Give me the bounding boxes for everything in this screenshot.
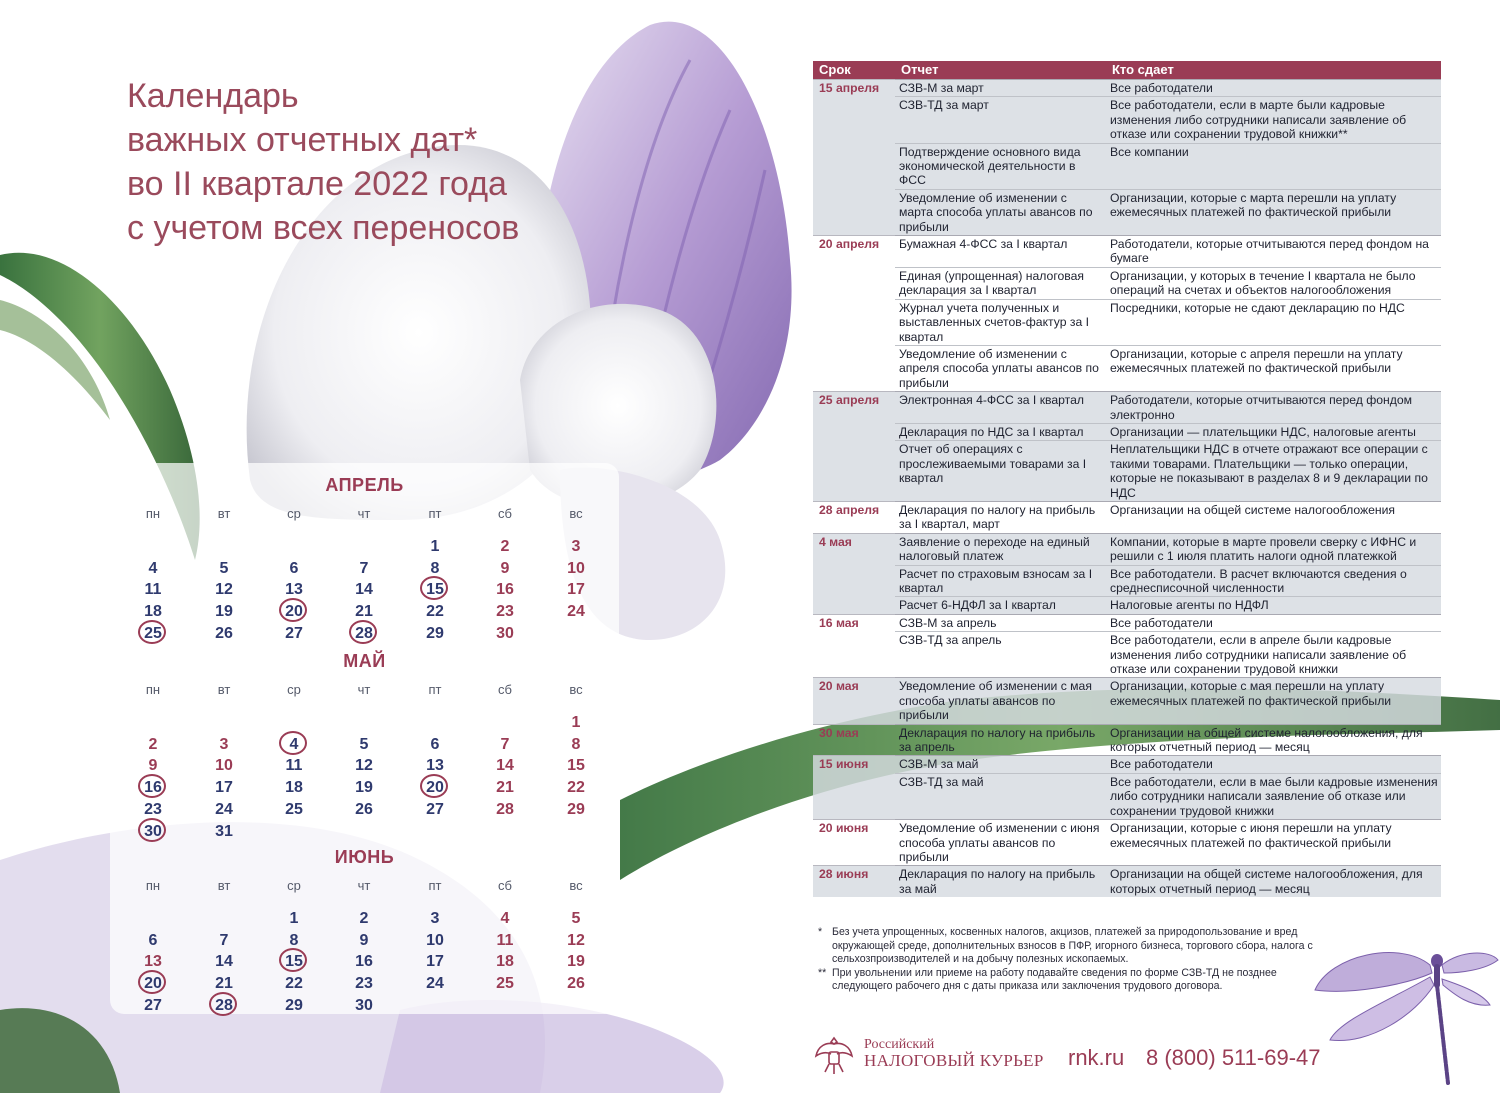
report-name: Декларация по налогу на прибыль за май	[895, 866, 1106, 897]
footnote-mark: **	[818, 966, 827, 979]
report-name: СЗВ-М за апрель	[895, 614, 1106, 631]
calendar-day: 13	[426, 757, 444, 775]
phone-number[interactable]: 8 (800) 511-69-47	[1146, 1045, 1321, 1070]
who-submits: Организации, которые с марта перешли на уплату ежемесячных платежей по фактической прибыли	[1106, 189, 1441, 235]
calendar-day: 12	[567, 931, 585, 949]
deadline-date: 20 мая	[813, 678, 895, 724]
calendar-day: 3	[430, 910, 440, 927]
who-submits: Организации на общей системе налогообложения, для которых отчетный период — месяц	[1106, 724, 1441, 756]
deadline-date: 15 апреля	[813, 80, 895, 236]
calendar-day: 5	[219, 559, 229, 577]
table-row	[813, 678, 1441, 724]
report-name: Заявление о переходе на единый налоговый платеж	[895, 533, 1106, 565]
calendar-day: 30	[136, 822, 170, 842]
table-row	[813, 533, 1441, 565]
who-submits: Организации, которые с мая перешли на уплату ежемесячных платежей по фактической прибыли	[1106, 678, 1441, 724]
table-row	[813, 143, 1441, 189]
footnote-text: При увольнении или приеме на работу подавайте сведения по форме СЗВ-ТД не позднее следующего рабочего дня с даты приказа или заключения трудового договора.	[832, 966, 1277, 992]
calendar-day: 10	[567, 559, 585, 577]
calendar-day: 27	[285, 624, 303, 642]
calendar-day: 27	[426, 800, 444, 818]
weekday-label: ср	[287, 506, 301, 521]
weekday-label: пн	[145, 506, 161, 521]
calendar-day: 12	[355, 757, 373, 775]
calendar-day: 10	[215, 757, 233, 775]
calendar-day: 16	[136, 778, 170, 798]
calendar-day: 26	[215, 624, 233, 642]
who-submits: Все работодатели	[1106, 614, 1441, 631]
calendar-day: 19	[215, 603, 233, 621]
who-submits: Компании, которые в марте провели сверку с ИФНС и решили с 1 июля платить налоги одной платежкой	[1106, 533, 1441, 565]
calendar-day: 2	[359, 910, 369, 927]
calendar-day: 24	[215, 800, 233, 818]
calendar-day: 8	[430, 559, 440, 577]
title-line-2: важных отчетных дат*	[127, 121, 478, 159]
calendar-day: 2	[500, 538, 510, 555]
who-submits: Все работодатели	[1106, 80, 1441, 97]
calendar-day: 1	[289, 910, 299, 927]
calendar-day: 29	[426, 624, 444, 642]
weekday-label: пт	[428, 506, 442, 521]
calendar-day: 8	[289, 931, 299, 949]
logo-text-main: НАЛОГОВЫЙ КУРЬЕР	[864, 1051, 1044, 1070]
table-row	[813, 773, 1441, 819]
report-name: Расчет 6-НДФЛ за I квартал	[895, 597, 1106, 614]
weekday-label: вт	[217, 682, 231, 697]
calendar-day: 18	[496, 953, 514, 971]
calendar-day: 11	[144, 581, 162, 599]
who-submits: Организации, которые с июня перешли на уплату ежемесячных платежей по фактической прибыли	[1106, 820, 1441, 866]
calendar-day: 19	[567, 953, 585, 971]
calendar-day: 18	[285, 779, 303, 797]
who-submits: Посредники, которые не сдают декларацию по НДС	[1106, 299, 1441, 345]
table-row	[813, 565, 1441, 597]
month-title: АПРЕЛЬ	[325, 475, 404, 495]
table-row	[813, 632, 1441, 678]
table-row	[813, 267, 1441, 299]
footnote-2	[818, 967, 1338, 994]
weekday-label: пн	[145, 878, 161, 893]
weekday-label: вт	[217, 506, 231, 521]
calendar-day: 1	[430, 538, 440, 555]
calendar-day: 11	[496, 931, 514, 949]
table-header-row	[813, 61, 1441, 80]
report-name: Декларация по налогу на прибыль за апрель	[895, 724, 1106, 756]
weekday-label: вс	[569, 506, 583, 521]
calendar-day: 23	[355, 975, 373, 993]
calendar-day: 25	[136, 624, 170, 644]
calendar-day: 29	[285, 996, 303, 1014]
calendar-day: 15	[418, 580, 452, 600]
calendar-day: 7	[359, 559, 369, 577]
month-title: ИЮНЬ	[334, 847, 395, 867]
report-name: Подтверждение основного вида экономической деятельности в ФСС	[895, 143, 1106, 189]
who-submits: Все работодатели, если в мае были кадровые изменения либо сотрудники написали заявление об отказе или сохранении трудовой книжки	[1106, 773, 1441, 819]
calendar-day: 18	[144, 603, 162, 621]
calendar-day: 22	[285, 975, 303, 993]
calendar-day: 19	[355, 779, 373, 797]
deadline-date: 25 апреля	[813, 392, 895, 502]
calendar-day: 30	[496, 624, 514, 642]
table-row	[813, 866, 1441, 897]
weekday-label: чт	[357, 506, 371, 521]
report-name: СЗВ-ТД за март	[895, 97, 1106, 143]
calendar-day: 25	[496, 975, 514, 993]
report-name: Декларация по НДС за I квартал	[895, 423, 1106, 440]
calendar-day: 21	[215, 975, 233, 993]
dragonfly-icon	[1310, 945, 1500, 1085]
calendar-day: 10	[426, 931, 444, 949]
report-name: Единая (упрощенная) налоговая декларация за I квартал	[895, 267, 1106, 299]
calendar-day: 14	[215, 953, 233, 971]
report-name: СЗВ-ТД за апрель	[895, 632, 1106, 678]
weekday-label: вс	[569, 878, 583, 893]
calendar-day: 29	[567, 800, 585, 818]
table-row	[813, 80, 1441, 97]
deadline-date: 28 апреля	[813, 501, 895, 533]
weekday-label: пт	[428, 878, 442, 893]
table-row	[813, 299, 1441, 345]
deadline-date: 20 июня	[813, 820, 895, 866]
table-row	[813, 614, 1441, 631]
calendar-day: 4	[148, 559, 158, 577]
weekday-label: чт	[357, 878, 371, 893]
calendar-day: 3	[219, 735, 229, 753]
deadline-date: 4 мая	[813, 533, 895, 614]
calendar-day: 13	[285, 581, 303, 599]
title-line-3: во II квартале 2022 года	[127, 165, 507, 203]
report-name: СЗВ-ТД за май	[895, 773, 1106, 819]
report-name: Отчет об операциях с прослеживаемыми товарами за I квартал	[895, 441, 1106, 502]
calendar-day: 5	[359, 735, 369, 753]
weekday-label: пт	[428, 682, 442, 697]
calendar-day: 8	[571, 735, 581, 753]
who-submits: Организации, у которых в течение I квартала не было операций на счетах и объектов налогообложения	[1106, 267, 1441, 299]
calendar-day: 6	[148, 931, 158, 949]
who-submits: Организации на общей системе налогообложения, для которых отчетный период — месяц	[1106, 866, 1441, 897]
table-row	[813, 441, 1441, 502]
page-title	[127, 74, 687, 250]
calendar-day: 24	[426, 975, 444, 993]
who-submits: Все работодатели	[1106, 756, 1441, 773]
table-row	[813, 501, 1441, 533]
table-row	[813, 756, 1441, 773]
table-body	[813, 80, 1441, 898]
calendar-day: 15	[277, 952, 311, 972]
who-submits: Все компании	[1106, 143, 1441, 189]
calendar-day: 13	[144, 953, 162, 971]
calendar-day: 23	[496, 603, 514, 621]
table-row	[813, 724, 1441, 756]
calendar-day: 21	[355, 603, 373, 621]
table-row	[813, 97, 1441, 143]
weekday-label: ср	[287, 878, 301, 893]
report-name: СЗВ-М за май	[895, 756, 1106, 773]
who-submits: Работодатели, которые отчитываются перед фондом на бумаге	[1106, 236, 1441, 268]
calendar-day: 16	[355, 953, 373, 971]
calendar-day: 26	[567, 975, 585, 993]
report-name: СЗВ-М за март	[895, 80, 1106, 97]
calendar-day: 20	[277, 602, 311, 622]
calendar-day: 15	[567, 757, 585, 775]
calendar-day: 2	[148, 735, 158, 753]
calendar-day: 7	[219, 931, 229, 949]
deadline-date: 28 июня	[813, 866, 895, 897]
calendar-day: 5	[571, 910, 581, 927]
deadline-date: 15 июня	[813, 756, 895, 820]
weekday-label: пн	[145, 682, 161, 697]
calendar-day: 17	[426, 953, 444, 971]
deadline-date: 20 апреля	[813, 236, 895, 392]
deadlines-table	[813, 61, 1441, 897]
weekday-label: вт	[217, 878, 231, 893]
report-name: Уведомление об изменении с марта способа уплаты авансов по прибыли	[895, 189, 1106, 235]
report-name: Бумажная 4-ФСС за I квартал	[895, 236, 1106, 268]
weekday-label: чт	[357, 682, 371, 697]
report-name: Расчет по страховым взносам за I квартал	[895, 565, 1106, 597]
calendar-day: 26	[355, 800, 373, 818]
calendar-day: 22	[567, 779, 585, 797]
calendar-day: 30	[355, 996, 373, 1014]
table-row	[813, 236, 1441, 268]
calendar-day: 14	[496, 757, 514, 775]
who-submits: Все работодатели, если в апреле были кадровые изменения либо сотрудники написали заявление об отказе или сохранении трудовой книжки	[1106, 632, 1441, 678]
weekday-label: сб	[498, 682, 512, 697]
report-name: Уведомление об изменении с апреля способа уплаты авансов по прибыли	[895, 345, 1106, 391]
who-submits: Организации на общей системе налогообложения	[1106, 501, 1441, 533]
logo-text-top: Российский	[864, 1037, 935, 1052]
table-row	[813, 392, 1441, 424]
title-line-1: Календарь	[127, 77, 299, 115]
header-report: Отчет	[895, 61, 1106, 80]
calendar-day: 1	[571, 714, 581, 731]
calendar-day: 14	[355, 581, 373, 599]
deadline-date: 16 мая	[813, 614, 895, 678]
calendar-day: 28	[207, 996, 241, 1016]
report-name: Декларация по налогу на прибыль за I квартал, март	[895, 501, 1106, 533]
calendar-day: 31	[215, 822, 233, 840]
report-name: Электронная 4-ФСС за I квартал	[895, 392, 1106, 424]
calendar-day: 3	[571, 538, 581, 555]
website-link[interactable]: rnk.ru	[1068, 1045, 1125, 1070]
calendar-day: 6	[289, 559, 299, 577]
who-submits: Работодатели, которые отчитываются перед фондом электронно	[1106, 392, 1441, 424]
footnote-text: Без учета упрощенных, косвенных налогов, акцизов, платежей за природопользование и вред окружающей среде, дополнительных взносов в ПФР, игорного бизнеса, торгового сбора, налога с сельхозпроизводителей и на добычу полезных ископаемых.	[832, 926, 1313, 965]
footer	[810, 1030, 1330, 1080]
calendar-day: 4	[500, 910, 510, 927]
weekday-label: ср	[287, 682, 301, 697]
calendar-day: 20	[136, 974, 170, 994]
calendar-day: 20	[418, 778, 452, 798]
calendar-day: 17	[215, 779, 233, 797]
footnote-mark: *	[818, 926, 823, 938]
calendar-day: 11	[285, 757, 303, 775]
table-row	[813, 345, 1441, 391]
table-row	[813, 597, 1441, 614]
calendar-day: 24	[567, 603, 585, 621]
deadline-date: 30 мая	[813, 724, 895, 756]
calendar-day: 25	[285, 800, 303, 818]
who-submits: Налоговые агенты по НДФЛ	[1106, 597, 1441, 614]
weekday-label: вс	[569, 682, 583, 697]
who-submits: Организации — плательщики НДС, налоговые агенты	[1106, 423, 1441, 440]
report-name: Журнал учета полученных и выставленных счетов-фактур за I квартал	[895, 299, 1106, 345]
calendar-day: 9	[500, 559, 510, 577]
who-submits: Неплательщики НДС в отчете отражают все операции с такими товарами. Плательщики — только операции, которые не показывают в разделах 8 и 9 декларации по НДС	[1106, 441, 1441, 502]
calendar-day: 9	[359, 931, 369, 949]
calendar-day: 23	[144, 800, 162, 818]
calendar-day: 28	[347, 624, 381, 644]
header-deadline: Срок	[813, 61, 895, 80]
calendar-day: 21	[496, 779, 514, 797]
calendar-day: 22	[426, 603, 444, 621]
weekday-label: сб	[498, 878, 512, 893]
calendar-panel	[110, 463, 619, 1014]
calendar-day: 28	[496, 800, 514, 818]
footnotes	[818, 926, 1338, 994]
who-submits: Все работодатели, если в марте были кадровые изменения либо сотрудники написали заявление об отказе или сохранении трудовой книжки**	[1106, 97, 1441, 143]
header-who-submits: Кто сдает	[1106, 61, 1441, 80]
report-name: Уведомление об изменении с июня способа уплаты авансов по прибыли	[895, 820, 1106, 866]
calendar-day: 9	[148, 757, 158, 775]
calendar-day: 12	[215, 581, 233, 599]
who-submits: Организации, которые с апреля перешли на уплату ежемесячных платежей по фактической прибыли	[1106, 345, 1441, 391]
table-row	[813, 423, 1441, 440]
who-submits: Все работодатели. В расчет включаются сведения о среднесписочной численности	[1106, 565, 1441, 597]
eagle-emblem-icon	[810, 1030, 858, 1078]
calendar-day: 4	[277, 735, 311, 755]
table-row	[813, 189, 1441, 235]
calendar-day: 6	[430, 735, 440, 753]
calendar-day: 27	[144, 996, 162, 1014]
report-name: Уведомление об изменении с мая способа уплаты авансов по прибыли	[895, 678, 1106, 724]
table-row	[813, 820, 1441, 866]
title-line-4: с учетом всех переносов	[127, 209, 520, 247]
calendar-day: 16	[496, 581, 514, 599]
footnote-1	[818, 926, 1338, 967]
calendar-day: 7	[500, 735, 510, 753]
month-title: МАЙ	[343, 651, 386, 671]
weekday-label: сб	[498, 506, 512, 521]
calendar-day: 17	[567, 581, 585, 599]
